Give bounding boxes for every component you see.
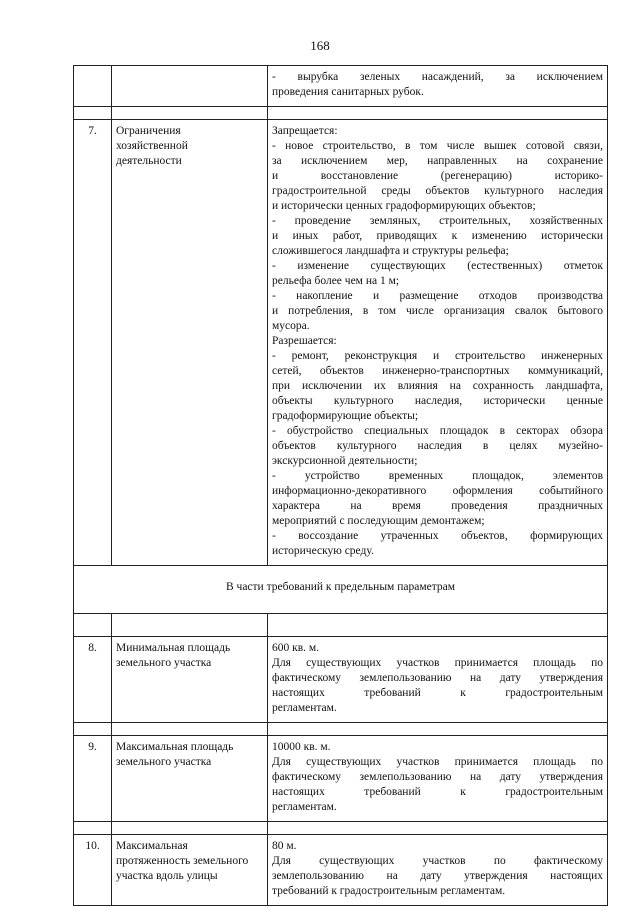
spacer-cell — [74, 107, 112, 120]
spacer-cell — [268, 614, 608, 637]
row-value-cell — [268, 637, 608, 723]
text-line: - ремонт, реконструкция и строительство инженерных — [272, 350, 603, 362]
text-line: - проведение земляных, строительных, хозяйственных — [272, 215, 603, 227]
name-line: Максимальная — [116, 840, 188, 852]
text-line: землепользованию на дату утверждения настоящих — [272, 870, 603, 882]
text-line: и восстановление (регенерацию) историко- — [272, 170, 603, 182]
text-line: - обустройство специальных площадок в секторах обзора — [272, 425, 603, 437]
text-line: - вырубка зеленых насаждений, за исключением — [272, 71, 603, 83]
text-line: настоящих требований к градостроительным — [272, 687, 603, 699]
text-line: 600 кв. м. — [272, 642, 320, 654]
table-spacer-row — [74, 723, 608, 736]
spacer-cell — [112, 614, 268, 637]
text-line: настоящих требований к градостроительным — [272, 786, 603, 798]
text-line: информационно-декоративного оформления событийного — [272, 485, 603, 497]
name-line: земельного участка — [116, 756, 212, 768]
text-line: характера на время проведения праздничных — [272, 500, 603, 512]
row-name-cell — [112, 835, 268, 906]
spacer-cell — [112, 723, 268, 736]
text-line: - новое строительство, в том числе вышек сотовой связи, — [272, 140, 603, 152]
spacer-cell — [74, 723, 112, 736]
name-line: участка вдоль улицы — [116, 870, 218, 882]
text-line: Для существующих участков принимается площадь по — [272, 756, 603, 768]
row-value-cell — [268, 66, 608, 107]
text-line: объектов культурного наследия в целях музейно- — [272, 440, 603, 452]
text-line: - воссоздание утраченных объектов, формирующих — [272, 530, 603, 542]
spacer-cell — [112, 822, 268, 835]
text-line: рельефа более чем на 1 м; — [272, 275, 400, 287]
table-spacer-row — [74, 614, 608, 637]
text-line: мусора. — [272, 320, 310, 332]
page-number: 168 — [310, 38, 330, 53]
table-row — [74, 736, 608, 822]
text-line: 10000 кв. м. — [272, 741, 331, 753]
text-line: за исключением мер, направленных на сохранение — [272, 155, 603, 167]
text-line: и исторически ценных градоформирующих объектов; — [272, 200, 536, 212]
row-number-cell: 10. — [74, 835, 112, 906]
text-line: экскурсионной деятельности; — [272, 455, 418, 467]
text-line: градоформирующие объекты; — [272, 410, 419, 422]
text-line: сложившегося ландшафта и структуры рельефа; — [272, 245, 509, 257]
spacer-cell — [112, 107, 268, 120]
text-line: мероприятий с последующим демонтажем; — [272, 515, 485, 527]
table-row — [74, 66, 608, 107]
row-number-cell: 8. — [74, 637, 112, 723]
row-value-cell — [268, 835, 608, 906]
name-line: земельного участка — [116, 657, 212, 669]
text-line: - устройство временных площадок, элементов — [272, 470, 603, 482]
table-spacer-row — [74, 822, 608, 835]
text-line: Для существующих участков по фактическому — [272, 855, 603, 867]
name-line: Ограничения — [116, 125, 181, 137]
regulations-table — [73, 65, 608, 906]
spacer-cell — [268, 822, 608, 835]
section-header: В части требований к предельным параметрам — [74, 566, 608, 614]
text-line: Запрещается: — [272, 125, 338, 137]
text-line: - изменение существующих (естественных) отметок — [272, 260, 603, 272]
text-line: и иных работ, приводящих к изменению исторически — [272, 230, 603, 242]
row-name-cell — [112, 66, 268, 107]
text-line: при исключении их влияния на сохранность ландшафта, — [272, 380, 603, 392]
name-line: хозяйственной — [116, 140, 188, 152]
text-line: Для существующих участков принимается площадь по — [272, 657, 603, 669]
row-name-cell — [112, 120, 268, 566]
spacer-cell — [74, 822, 112, 835]
text-line: и потребления, в том числе организация свалок бытового — [272, 305, 603, 317]
name-line: Максимальная площадь — [116, 741, 234, 753]
table-row — [74, 637, 608, 723]
text-line: регламентам. — [272, 801, 337, 813]
name-line: деятельности — [116, 155, 182, 167]
text-line: градостроительной среды объектов культурного наследия — [272, 185, 603, 197]
text-line: - накопление и размещение отходов производства — [272, 290, 603, 302]
text-line: фактическому землепользованию на дату утверждения — [272, 672, 603, 684]
row-number-cell — [74, 66, 112, 107]
row-name-cell — [112, 736, 268, 822]
name-line: Минимальная площадь — [116, 642, 231, 654]
table-row — [74, 835, 608, 906]
text-line: Разрешается: — [272, 335, 337, 347]
text-line: объекты культурного наследия, исторически ценные — [272, 395, 603, 407]
spacer-cell — [268, 723, 608, 736]
text-line: фактическому землепользованию на дату утверждения — [272, 771, 603, 783]
row-name-cell — [112, 637, 268, 723]
table-row — [74, 120, 608, 566]
text-line: 80 м. — [272, 840, 297, 852]
row-value-cell — [268, 736, 608, 822]
text-line: проведения санитарных рубок. — [272, 86, 424, 98]
row-number-cell: 7. — [74, 120, 112, 566]
name-line: протяженность земельного — [116, 855, 249, 867]
spacer-cell — [74, 614, 112, 637]
text-line: регламентам. — [272, 702, 337, 714]
section-header-row — [74, 566, 608, 614]
text-line: требований к градостроительным регламентам. — [272, 885, 506, 897]
text-line: сетей, объектов инженерно-транспортных коммуникаций, — [272, 365, 603, 377]
row-value-cell — [268, 120, 608, 566]
row-number-cell: 9. — [74, 736, 112, 822]
table-spacer-row — [74, 107, 608, 120]
spacer-cell — [268, 107, 608, 120]
text-line: историческую среду. — [272, 545, 374, 557]
